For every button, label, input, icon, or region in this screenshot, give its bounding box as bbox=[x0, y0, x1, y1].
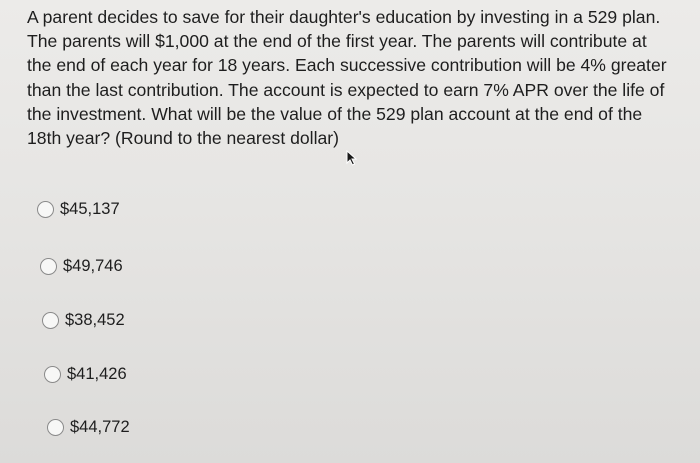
answer-option-1[interactable] bbox=[37, 200, 120, 219]
radio-button[interactable] bbox=[44, 366, 61, 383]
question-line: 18th year? (Round to the nearest dollar) bbox=[27, 128, 339, 149]
question-line: The parents will $1,000 at the end of the first year. The parents will contribute at bbox=[27, 31, 647, 52]
option-label: $38,452 bbox=[65, 311, 125, 329]
radio-button[interactable] bbox=[40, 258, 57, 275]
radio-button[interactable] bbox=[47, 419, 64, 436]
option-label: $45,137 bbox=[60, 200, 120, 218]
question-line: the end of each year for 18 years. Each successive contribution will be 4% greater bbox=[27, 55, 667, 76]
option-label: $41,426 bbox=[67, 365, 127, 383]
option-label: $44,772 bbox=[70, 418, 130, 436]
question-line: A parent decides to save for their daughter's education by investing in a 529 plan. bbox=[27, 7, 661, 27]
radio-button[interactable] bbox=[37, 201, 54, 218]
answer-option-5[interactable] bbox=[47, 418, 130, 437]
radio-button[interactable] bbox=[42, 312, 59, 329]
option-label: $49,746 bbox=[63, 257, 123, 275]
answer-option-4[interactable] bbox=[44, 365, 127, 384]
answer-option-2[interactable] bbox=[40, 257, 123, 276]
question-line: than the last contribution. The account is expected to earn 7% APR over the life of bbox=[27, 79, 665, 100]
answer-option-3[interactable] bbox=[42, 311, 125, 330]
question-line: the investment. What will be the value of the 529 plan account at the end of the bbox=[27, 103, 643, 124]
